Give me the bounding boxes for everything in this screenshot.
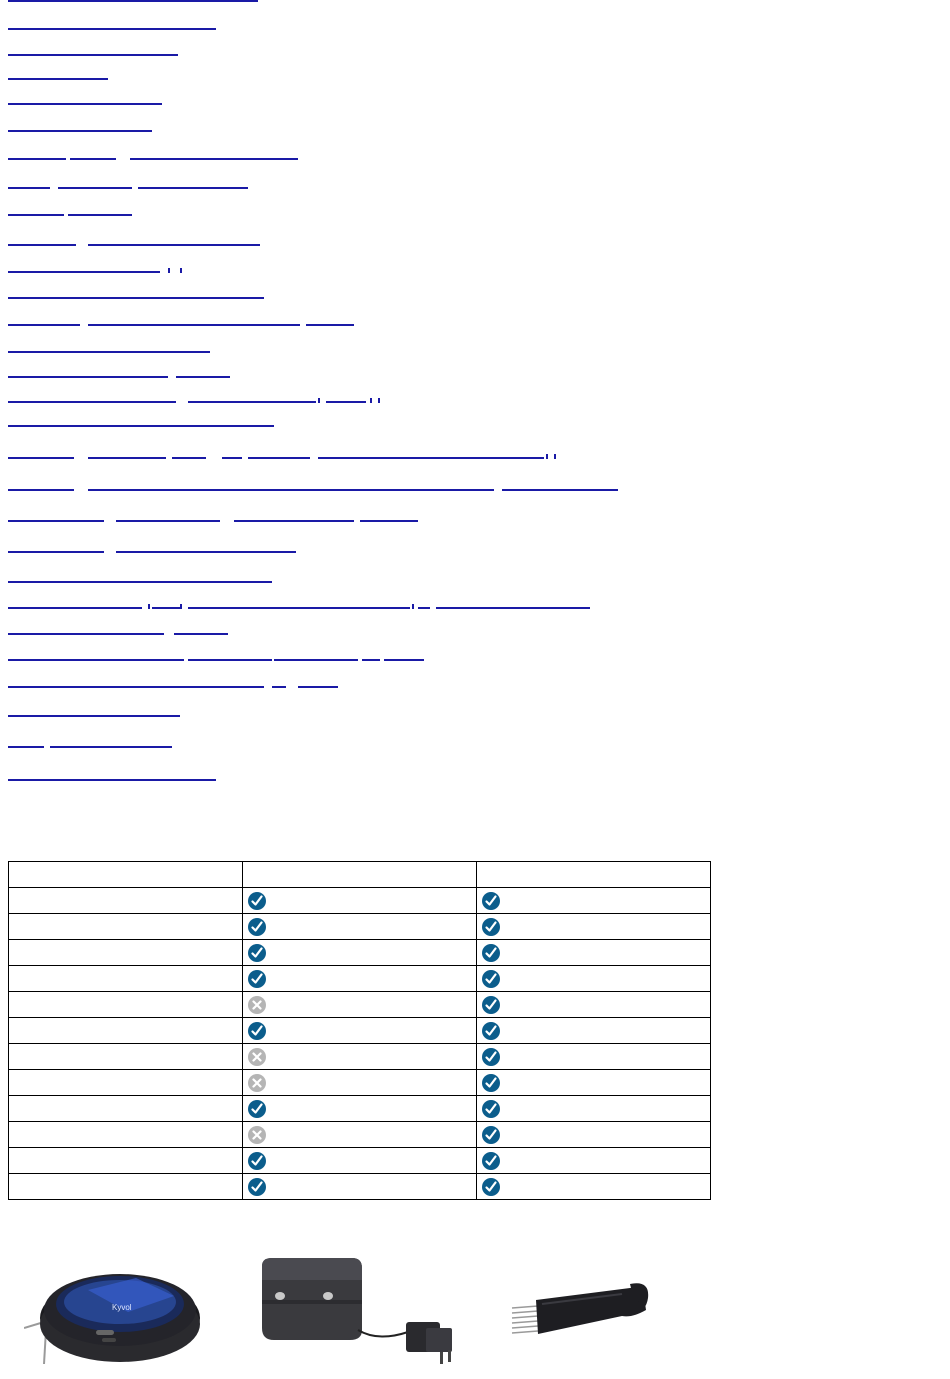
link-underline[interactable] [234,520,354,522]
link-underline[interactable] [188,401,316,403]
link-underline[interactable] [8,103,162,105]
table-row [9,1096,711,1122]
link-underline[interactable] [418,607,430,609]
feature-status-cell [243,940,477,966]
feature-label-cell [9,1044,243,1070]
link-underline[interactable] [174,633,228,635]
check-circle-icon [481,1021,501,1041]
link-underline[interactable] [8,581,272,583]
link-underline[interactable] [58,187,132,189]
check-circle-icon [481,995,501,1015]
link-underline[interactable] [8,297,264,299]
link-separator [318,398,320,403]
link-underline[interactable] [8,130,152,132]
link-underline[interactable] [8,0,258,2]
link-underline[interactable] [222,457,242,459]
check-circle-icon [247,1177,267,1197]
link-underline[interactable] [50,746,172,748]
link-separator [412,604,414,609]
robot-vacuum-image [24,1252,214,1372]
link-underline[interactable] [8,271,160,273]
feature-status-cell [243,1148,477,1174]
link-separator [168,268,170,273]
table-row [9,914,711,940]
table-row [9,1070,711,1096]
feature-status-cell [243,1122,477,1148]
feature-label-cell [9,1148,243,1174]
table-row [9,940,711,966]
feature-status-cell [243,1174,477,1200]
link-underline[interactable] [384,659,424,661]
table-row [9,888,711,914]
table-row [9,1044,711,1070]
feature-status-cell [477,992,711,1018]
link-underline[interactable] [88,457,166,459]
link-underline[interactable] [8,715,180,717]
check-circle-icon [481,1151,501,1171]
feature-status-cell [243,1070,477,1096]
link-underline[interactable] [8,401,176,403]
feature-label-cell [9,1018,243,1044]
feature-status-cell [243,1044,477,1070]
check-circle-icon [247,1151,267,1171]
check-circle-icon [481,1177,501,1197]
table-row [9,1174,711,1200]
feature-label-cell [9,1070,243,1096]
table-header-cell [9,862,243,888]
check-circle-icon [481,1073,501,1093]
table-row [9,1122,711,1148]
link-underline[interactable] [8,324,80,326]
feature-status-cell [477,1174,711,1200]
feature-label-cell [9,1122,243,1148]
feature-status-cell [243,992,477,1018]
feature-label-cell [9,940,243,966]
link-underline[interactable] [8,244,76,246]
feature-status-cell [243,914,477,940]
link-underline[interactable] [138,187,248,189]
link-underline[interactable] [88,244,260,246]
feature-status-cell [477,1070,711,1096]
link-underline[interactable] [88,489,494,491]
link-separator [370,398,372,403]
link-underline[interactable] [248,457,310,459]
link-underline[interactable] [274,659,358,661]
feature-status-cell [477,888,711,914]
cross-circle-icon [247,1047,267,1067]
feature-status-cell [477,940,711,966]
link-underline[interactable] [188,607,410,609]
link-underline[interactable] [8,425,274,427]
feature-status-cell [477,914,711,940]
check-circle-icon [481,1099,501,1119]
link-underline[interactable] [8,659,184,661]
link-underline[interactable] [8,457,74,459]
link-underline[interactable] [8,187,50,189]
cross-circle-icon [247,1073,267,1093]
check-circle-icon [481,969,501,989]
feature-label-cell [9,1174,243,1200]
check-circle-icon [247,1099,267,1119]
cross-circle-icon [247,1125,267,1145]
link-underline[interactable] [8,78,108,80]
table-row [9,1148,711,1174]
check-circle-icon [481,917,501,937]
link-underline[interactable] [8,158,66,160]
feature-label-cell [9,914,243,940]
check-circle-icon [247,943,267,963]
link-underline[interactable] [8,551,104,553]
link-underline[interactable] [8,520,104,522]
feature-status-cell [243,1018,477,1044]
link-underline[interactable] [116,551,296,553]
link-underline[interactable] [8,779,216,781]
feature-status-cell [243,1096,477,1122]
feature-status-cell [477,1148,711,1174]
table-header-row [9,862,711,888]
feature-status-cell [477,1044,711,1070]
link-separator [554,454,556,459]
feature-label-cell [9,1096,243,1122]
feature-label-cell [9,888,243,914]
link-underline[interactable] [502,489,618,491]
link-underline[interactable] [8,489,74,491]
link-underline[interactable] [8,686,264,688]
check-circle-icon [247,969,267,989]
check-circle-icon [481,943,501,963]
link-underline[interactable] [68,214,132,216]
link-separator [148,604,150,609]
link-underline[interactable] [318,457,544,459]
cross-circle-icon [247,995,267,1015]
link-separator [180,604,182,609]
link-underline[interactable] [8,28,216,30]
link-underline[interactable] [436,607,590,609]
link-underline[interactable] [8,746,44,748]
table-header-cell [477,862,711,888]
link-underline[interactable] [152,607,180,609]
check-circle-icon [481,891,501,911]
link-underline[interactable] [8,633,164,635]
table-row [9,966,711,992]
link-underline[interactable] [8,214,64,216]
link-underline[interactable] [116,520,220,522]
link-separator [180,268,182,273]
link-separator [378,398,380,403]
feature-status-cell [243,966,477,992]
link-underline[interactable] [8,351,210,353]
link-underline[interactable] [88,324,300,326]
table-row [9,992,711,1018]
feature-status-cell [477,1018,711,1044]
feature-status-cell [243,888,477,914]
check-circle-icon [247,1021,267,1041]
link-underline[interactable] [188,659,272,661]
link-separator [546,454,548,459]
table-row [9,1018,711,1044]
check-circle-icon [247,891,267,911]
link-underline[interactable] [8,376,168,378]
feature-status-cell [477,966,711,992]
link-underline[interactable] [8,54,178,56]
feature-status-cell [477,1096,711,1122]
robot-brand-label: Kyvol [112,1303,132,1312]
feature-status-cell [477,1122,711,1148]
link-underline[interactable] [360,520,418,522]
link-underline[interactable] [172,457,206,459]
link-underline[interactable] [326,401,366,403]
link-underline[interactable] [70,158,116,160]
table-header-cell [243,862,477,888]
feature-label-cell [9,992,243,1018]
link-underline[interactable] [298,686,338,688]
link-underline[interactable] [8,607,142,609]
check-circle-icon [481,1125,501,1145]
check-circle-icon [247,917,267,937]
link-underline[interactable] [306,324,354,326]
link-underline[interactable] [362,659,380,661]
link-underline[interactable] [176,376,230,378]
comparison-table [8,861,711,1200]
check-circle-icon [481,1047,501,1067]
link-underline[interactable] [130,158,298,160]
feature-label-cell [9,966,243,992]
cleaning-brush-image [502,1278,662,1348]
link-underline[interactable] [272,686,286,688]
charging-dock-image [258,1256,468,1374]
